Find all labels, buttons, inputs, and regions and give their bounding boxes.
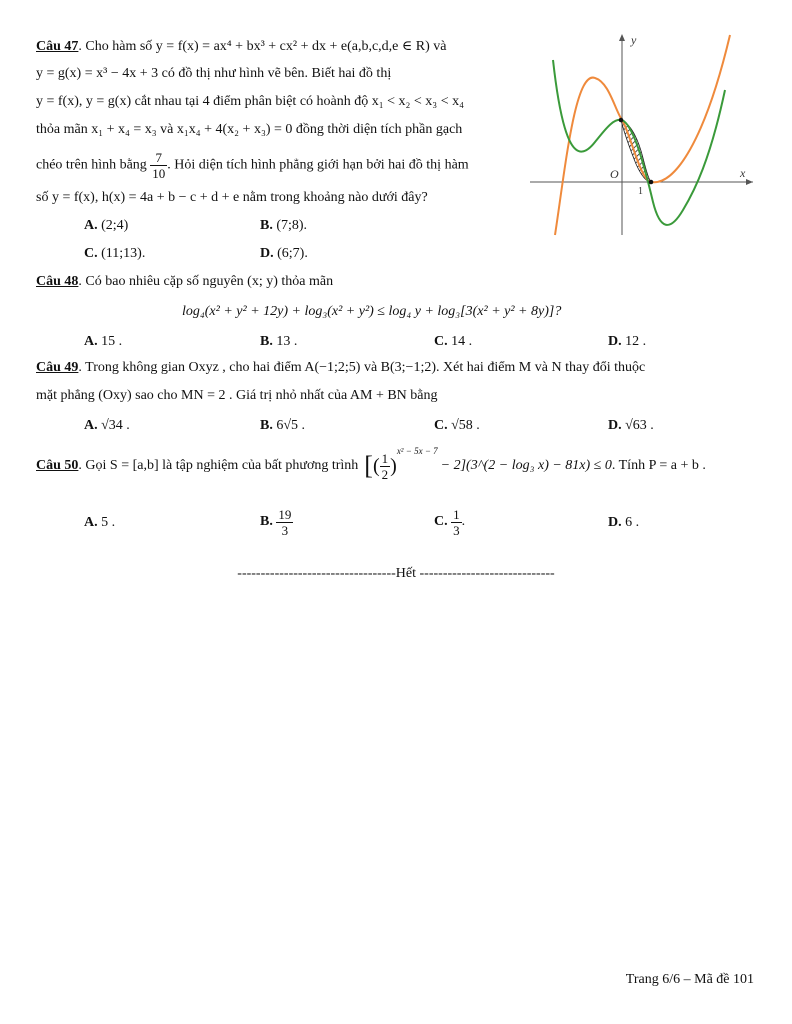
q47-line1: Câu 47. Cho hàm số y = f(x) = ax⁴ + bx³ + cx² + dx + e(a,b,c,d,e ∈ R) và xyxy=(36,39,447,54)
q49-option-a: A. √34 . xyxy=(84,418,130,433)
x-axis-label: x xyxy=(740,166,746,180)
q47-line3: y = f(x), y = g(x) cắt nhau tại 4 điểm phân biệt có hoành độ x₁ < x₂ < x₃ < x₄ xyxy=(36,94,464,109)
tick-label-1: 1 xyxy=(638,186,643,197)
q49-line2: mặt phẳng (Oxy) sao cho MN = 2 . Giá trị nhỏ nhất của AM + BN bằng xyxy=(36,388,438,403)
q50-option-a: A. 5 . xyxy=(84,515,116,530)
origin-label: O xyxy=(610,167,619,181)
q50-option-d: D. 6 . xyxy=(608,515,640,530)
q47-line5: chéo trên hình bằng $\frac{7}{10}$ . Hỏi diện tích hình phẳng giới hạn bởi hai đồ thị hàm xyxy=(36,150,469,181)
q49-line1: Câu 49. Trong không gian Oxyz , cho hai điểm A(−1;2;5) và B(3;−1;2). Xét hai điểm M và N thay đổi thuộc xyxy=(36,360,646,375)
page-footer: Trang 6/6 – Mã đề 101 xyxy=(625,972,754,987)
bracket-open: [ xyxy=(364,451,373,480)
paren-close: ) xyxy=(390,454,397,477)
q50-inequality-rest: − 2](3^(2 − log₃ x) − 81x) ≤ 0 xyxy=(440,458,612,473)
q48-label: Câu 48 xyxy=(36,274,79,289)
q50-exponent: x² − 5x − 7 xyxy=(396,446,438,456)
orange-curve-f xyxy=(555,35,730,235)
q47-graph xyxy=(525,30,760,240)
q48-option-c: C. 14 . xyxy=(434,334,473,349)
intersection-point xyxy=(619,118,624,123)
end-marker: ----------------------------------Hết ----------------------------- xyxy=(237,566,555,581)
q50-label: Câu 50 xyxy=(36,458,79,473)
q48-line1: Câu 48. Có bao nhiêu cặp số nguyên (x; y) thỏa mãn xyxy=(36,274,334,289)
q47-line2: y = g(x) = x³ − 4x + 3 có đồ thị như hình vẽ bên. Biết hai đồ thị xyxy=(36,66,392,81)
q50-option-b: B. $\frac{19}{3}$ xyxy=(260,506,292,538)
paren-open: ( xyxy=(372,454,380,477)
q49-option-c: C. √58 . xyxy=(434,418,480,433)
q49-option-d: D. √63 . xyxy=(608,418,654,433)
y-axis-label: y xyxy=(631,33,637,47)
q47-line6: số y = f(x), h(x) = 4a + b − c + d + e nằm trong khoảng nào dưới đây? xyxy=(36,190,428,205)
q48-option-d: D. 12 . xyxy=(608,334,647,349)
q48-option-a: A. 15 . xyxy=(84,334,123,349)
q48-option-b: B. 13 . xyxy=(260,334,298,349)
q47-label: Câu 47 xyxy=(36,39,79,54)
q47-option-c: C. (11;13). xyxy=(84,246,146,261)
q47-fraction: $\frac{7}{10}$ xyxy=(152,150,166,181)
q48-formula: log₄(x² + y² + 12y) + log₃(x² + y²) ≤ log₄ y + log₃[3(x² + y² + 8y)]? xyxy=(182,304,562,319)
q47-option-a: A. (2;4) xyxy=(84,218,129,233)
q50-base-fraction: $\frac{1}{2}$ xyxy=(381,450,389,482)
q49-option-b: B. 6√5 . xyxy=(260,418,306,433)
intersection-point xyxy=(649,180,654,185)
q47-option-b: B. (7;8). xyxy=(260,218,308,233)
q49-label: Câu 49 xyxy=(36,360,79,375)
q47-line4: thỏa mãn x₁ + x₄ = x₃ và x₁x₄ + 4(x₂ + x₃) = 0 đồng thời diện tích phần gạch xyxy=(36,122,463,137)
x-axis-arrow-icon xyxy=(746,179,753,185)
green-curve-g xyxy=(553,60,725,225)
q50-option-c: C. $\frac{1}{3}$ . xyxy=(434,506,466,538)
y-axis-arrow-icon xyxy=(619,34,625,41)
q50-line1: Câu 50 . Gọi S = [a,b] là tập nghiệm của bất phương trình [ ( $\frac{1}{2}$ ) x² − 5x − 7 − 2](3^(2 − log₃ x) − 81x) ≤ 0 . Tính P = a + b . xyxy=(36,446,706,482)
q47-option-d: D. (6;7). xyxy=(260,246,308,261)
